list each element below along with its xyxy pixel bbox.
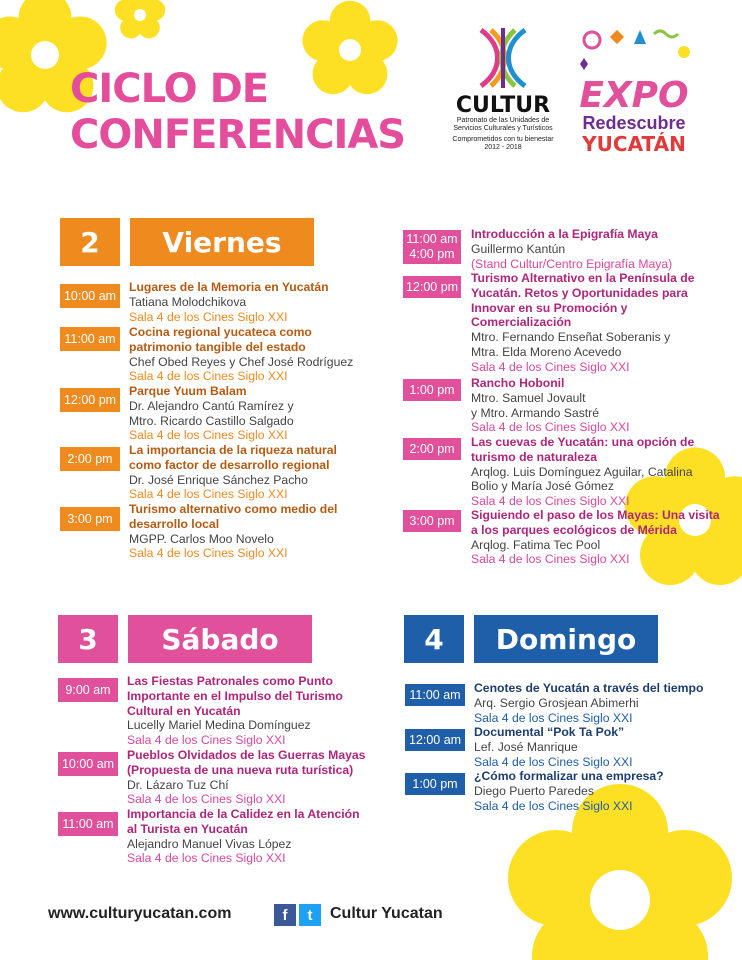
event-title: Introducción a la Epigrafía Maya [471, 227, 658, 241]
event-title: La importancia de la riqueza natural [129, 443, 337, 457]
cultur-tagline: Comprometidos con tu bienestar [452, 136, 554, 143]
list-item [474, 681, 703, 725]
website-link[interactable]: www.culturyucatan.com [48, 905, 232, 922]
event-speaker: Dr. José Enrique Sánchez Pacho [129, 472, 308, 487]
event-time-1: 11:00 am [406, 232, 458, 246]
event-speaker: Arqlog. Luis Domínguez Aguilar, Catalina [471, 464, 693, 479]
list-item [129, 280, 329, 324]
title-line-1: CICLO DE [70, 66, 269, 112]
event-speaker: Lucelly Mariel Medina Domínguez [127, 718, 311, 733]
event-title-cont: Cultural en Yucatán [127, 703, 241, 718]
event-title-cont: Innovar en su Promoción y [471, 300, 628, 315]
event-speaker: MGPP. Carlos Moo Novelo [129, 531, 274, 546]
social-handle: Cultur Yucatan [330, 905, 443, 922]
event-title-cont: desarrollo local [129, 516, 220, 531]
event-time: 2:00 pm [60, 447, 120, 471]
event-venue: Sala 4 de los Cines Siglo XXI [471, 359, 630, 374]
day-name-friday: Viernes [130, 218, 314, 266]
event-speaker-cont: y Mtro. Armando Sastré [471, 405, 600, 420]
day-name-saturday: Sábado [128, 615, 312, 663]
event-title-cont: al Turista en Yucatán [127, 821, 248, 836]
event-speaker: Lef. José Manrique [474, 739, 578, 754]
event-speaker: Arqlog. Fatima Tec Pool [471, 537, 601, 552]
event-venue: (Stand Cultur/Centro Epigrafía Maya) [471, 256, 673, 271]
event-venue: Sala 4 de los Cines Siglo XXI [471, 494, 630, 509]
event-speaker: Diego Puerto Paredes [474, 783, 594, 798]
expo-yucatan: YUCATÁN [582, 132, 686, 156]
expo-decoration-icons [574, 24, 694, 74]
event-time [403, 230, 461, 264]
expo-logo [568, 24, 700, 164]
event-speaker: Guillermo Kantún [471, 241, 566, 256]
event-speaker: Chef Obed Reyes y Chef José Rodríguez [129, 354, 354, 369]
event-venue: Sala 4 de los Cines Siglo XXI [471, 552, 630, 567]
event-title: Documental “Pok Ta Pok” [474, 725, 625, 739]
event-speaker: Mtro. Fernando Enseñat Soberanis y [471, 330, 671, 345]
page-title [70, 66, 405, 158]
event-speaker: Dr. Lázaro Tuz Chí [127, 777, 229, 792]
list-item [129, 502, 337, 561]
list-item [127, 748, 365, 807]
event-time: 11:00 am [60, 327, 120, 351]
event-title: Turismo Alternativo en la Península de [471, 271, 695, 285]
event-venue: Sala 4 de los Cines Siglo XXI [474, 710, 633, 725]
event-title: Lugares de la Memoria en Yucatán [129, 280, 329, 294]
list-item [129, 443, 337, 502]
event-time: 12:00 pm [403, 276, 461, 298]
day-name-sunday: Domingo [474, 615, 658, 663]
event-venue: Sala 4 de los Cines Siglo XXI [129, 487, 288, 502]
event-speaker: Alejandro Manuel Vivas López [127, 836, 292, 851]
event-title: Parque Yuum Balam [129, 384, 247, 398]
event-title-cont: (Propuesta de una nueva ruta turística) [127, 762, 354, 777]
event-venue: Sala 4 de los Cines Siglo XXI [127, 733, 286, 748]
event-time: 12:00 am [405, 729, 465, 751]
event-speaker-cont: Bolio y María José Gómez [471, 479, 614, 494]
cultur-logo-mark [473, 26, 533, 90]
event-venue: Sala 4 de los Cines Siglo XXI [129, 428, 288, 443]
event-title: Pueblos Olvidados de las Guerras Mayas [127, 748, 366, 762]
list-item [127, 674, 343, 748]
event-title: Rancho Hobonil [471, 376, 565, 390]
event-speaker: Tatiana Molodchikova [129, 294, 247, 309]
event-time: 11:00 am [405, 684, 465, 706]
event-title: Importancia de la Calidez en la Atención [127, 807, 360, 821]
event-speaker-cont: Mtra. Elda Moreno Acevedo [471, 344, 622, 359]
event-time-2: 4:00 pm [409, 247, 455, 261]
day-number-saturday: 3 [58, 615, 118, 663]
event-title: Las Fiestas Patronales como Punto [127, 674, 333, 688]
event-venue: Sala 4 de los Cines Siglo XXI [474, 798, 633, 813]
event-venue: Sala 4 de los Cines Siglo XXI [129, 369, 288, 384]
list-item [471, 376, 630, 435]
event-speaker: Dr. Alejandro Cantú Ramírez y [129, 398, 294, 413]
event-title: Siguiendo el paso de los Mayas: Una visita [471, 508, 720, 522]
event-speaker-cont: Mtro. Ricardo Castillo Salgado [129, 413, 294, 428]
event-venue: Sala 4 de los Cines Siglo XXI [129, 546, 288, 561]
event-title-cont: Yucatán. Retos y Oportunidades para [471, 285, 688, 300]
event-speaker: Mtro. Samuel Jovault [471, 390, 586, 405]
cultur-sub-1: Patronato de las Unidades de [456, 117, 550, 124]
list-item [129, 325, 353, 384]
twitter-icon[interactable]: t [299, 904, 321, 926]
event-title: Cocina regional yucateca como [129, 325, 312, 339]
list-item [471, 227, 672, 271]
expo-redescubre: Redescubre [582, 113, 686, 133]
event-time: 9:00 am [58, 678, 118, 702]
title-line-2: CONFERENCIAS [70, 112, 406, 158]
cultur-years: 2012 - 2018 [484, 144, 522, 151]
event-venue: Sala 4 de los Cines Siglo XXI [127, 792, 286, 807]
day-number-sunday: 4 [404, 615, 464, 663]
event-time: 3:00 pm [60, 507, 120, 531]
facebook-icon[interactable]: f [274, 904, 296, 926]
event-title: Cenotes de Yucatán a través del tiempo [474, 681, 704, 695]
event-title-cont: Importante en el Impulso del Turismo [127, 688, 343, 703]
event-title: Turismo alternativo como medio del [129, 502, 338, 516]
event-title: ¿Cómo formalizar una empresa? [474, 769, 664, 783]
event-title: Las cuevas de Yucatán: una opción de [471, 435, 695, 449]
event-title-cont: patrimonio tangible del estado [129, 339, 306, 354]
event-time: 10:00 am [60, 284, 120, 308]
event-venue: Sala 4 de los Cines Siglo XXI [474, 754, 633, 769]
event-speaker: Arq. Sergio Grosjean Abimerhi [474, 695, 639, 710]
list-item [129, 384, 294, 443]
cultur-logo [440, 26, 566, 166]
event-time: 3:00 pm [403, 510, 461, 532]
list-item [474, 725, 633, 769]
event-title-cont: a los parques ecológicos de Mérida [471, 522, 677, 537]
event-venue: Sala 4 de los Cines Siglo XXI [129, 309, 288, 324]
list-item [127, 807, 360, 866]
event-title-cont: turismo de naturaleza [471, 449, 597, 464]
list-item [474, 769, 664, 813]
list-item [471, 508, 720, 567]
event-time: 2:00 pm [403, 438, 461, 460]
event-venue: Sala 4 de los Cines Siglo XXI [471, 420, 630, 435]
cultur-sub-2: Servicios Culturales y Turísticos [453, 125, 553, 132]
list-item [471, 435, 694, 509]
event-time: 1:00 pm [403, 379, 461, 401]
event-time: 12:00 pm [60, 388, 120, 412]
event-venue: Sala 4 de los Cines Siglo XXI [127, 851, 286, 866]
day-number-friday: 2 [60, 218, 120, 266]
expo-title: EXPO [579, 75, 689, 116]
event-time: 10:00 am [58, 752, 118, 776]
event-time: 1:00 pm [405, 773, 465, 795]
event-time: 11:00 am [58, 812, 118, 836]
event-title-cont: como factor de desarrollo regional [129, 457, 330, 472]
list-item [471, 271, 695, 375]
event-title-cont: Comercialización [471, 315, 572, 330]
cultur-name: CULTUR [455, 93, 551, 118]
